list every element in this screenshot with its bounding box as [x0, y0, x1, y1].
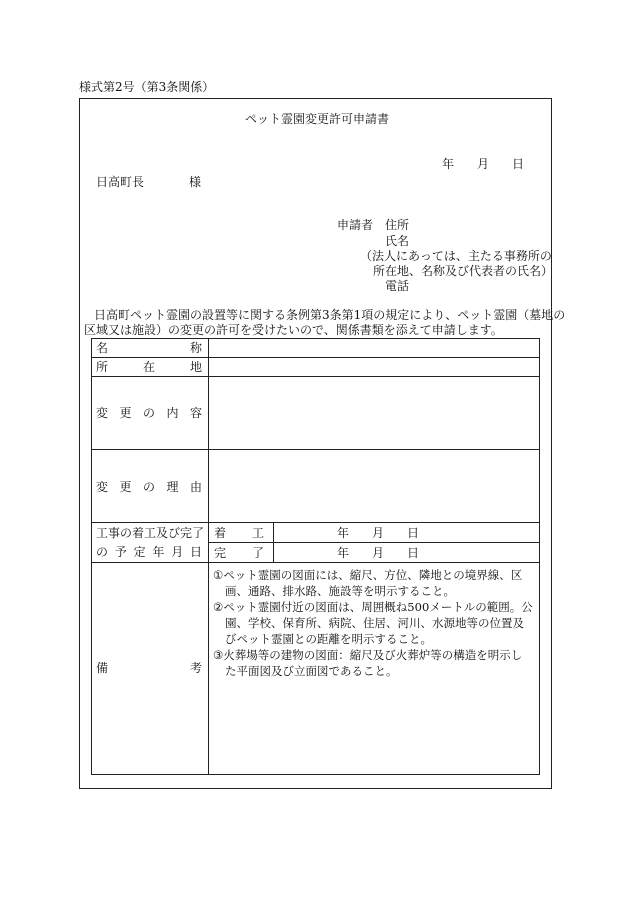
schedule-label-1: 工事の着工及び完了 [96, 526, 205, 540]
note-2-cont-1: 園、学校、保育所、病院、住居、河川、水源地等の位置及 [225, 616, 524, 630]
name-label: 名 称 [96, 341, 202, 355]
location-field[interactable] [209, 358, 539, 376]
applicant-phone: 電話 [385, 279, 410, 293]
content-field[interactable] [209, 377, 539, 449]
applicant-name: 氏名 [385, 234, 410, 248]
date-day: 日 [512, 157, 525, 171]
addressee-name: 日高町長 [96, 175, 145, 189]
applicant-corp-note-1: （法人にあっては、主たる事務所の [360, 249, 552, 263]
form-number: 様式第2号（第3条関係） [79, 80, 215, 94]
name-field[interactable] [209, 339, 539, 357]
remarks-label: 備 考 [96, 661, 202, 675]
note-1-cont: 画、通路、排水路、施設等を明示すること。 [225, 584, 455, 598]
content-label: 変 更 の 内 容 [96, 406, 202, 420]
finish-label: 完 了 [214, 546, 264, 560]
application-table: 名 称 所 在 地 変 更 の 内 容 変 更 の 理 由 工事の着工及び完了 の 予 定 年 月 日 着 工 年 月 日 完 了 年 月 日 備 考 ①ペット霊園の図面には、縮尺、方位、隣地との境界線、区 画、通路、排水路、施設等を明示すること。 ②ペット霊園付近の図面は、周囲概ね500メートルの範囲。公 園、学校、保育所、病院、住居、河川、水源地等の位置及 びペット霊園との距離を明示すること。 ③火葬場等の建物の図面：縮尺及び火葬炉等の構造を明示し た平面図及び立面図であること。 [91, 338, 540, 775]
location-label: 所 在 地 [96, 360, 202, 374]
addressee-honorific: 様 [189, 175, 202, 189]
reason-label: 変 更 の 理 由 [96, 480, 202, 494]
note-1: ①ペット霊園の図面には、縮尺、方位、隣地との境界線、区 [213, 568, 523, 582]
date-month: 月 [477, 157, 490, 171]
schedule-label-2: の 予 定 年 月 日 [96, 545, 202, 559]
start-label: 着 工 [214, 526, 264, 540]
note-2: ②ペット霊園付近の図面は、周囲概ね500メートルの範囲。公 [213, 600, 533, 614]
reason-field[interactable] [209, 450, 539, 522]
applicant-corp-note-2: 所在地、名称及び代表者の氏名） [373, 264, 554, 278]
date-year: 年 [442, 157, 455, 171]
note-3-cont: た平面図及び立面図であること。 [225, 664, 398, 678]
applicant-label: 申請者 [337, 218, 374, 232]
applicant-address: 住所 [385, 218, 410, 232]
body-line-2: 区域又は施設）の変更の許可を受けたいので、関係書類を添えて申請します。 [84, 323, 503, 337]
note-3: ③火葬場等の建物の図面：縮尺及び火葬炉等の構造を明示し [213, 648, 523, 662]
note-2-cont-2: びペット霊園との距離を明示すること。 [225, 632, 432, 646]
document-title: ペット霊園変更許可申請書 [245, 112, 390, 126]
body-line-1: 日高町ペット霊園の設置等に関する条例第3条第1項の規定により、ペット霊園（墓地の [94, 308, 566, 322]
